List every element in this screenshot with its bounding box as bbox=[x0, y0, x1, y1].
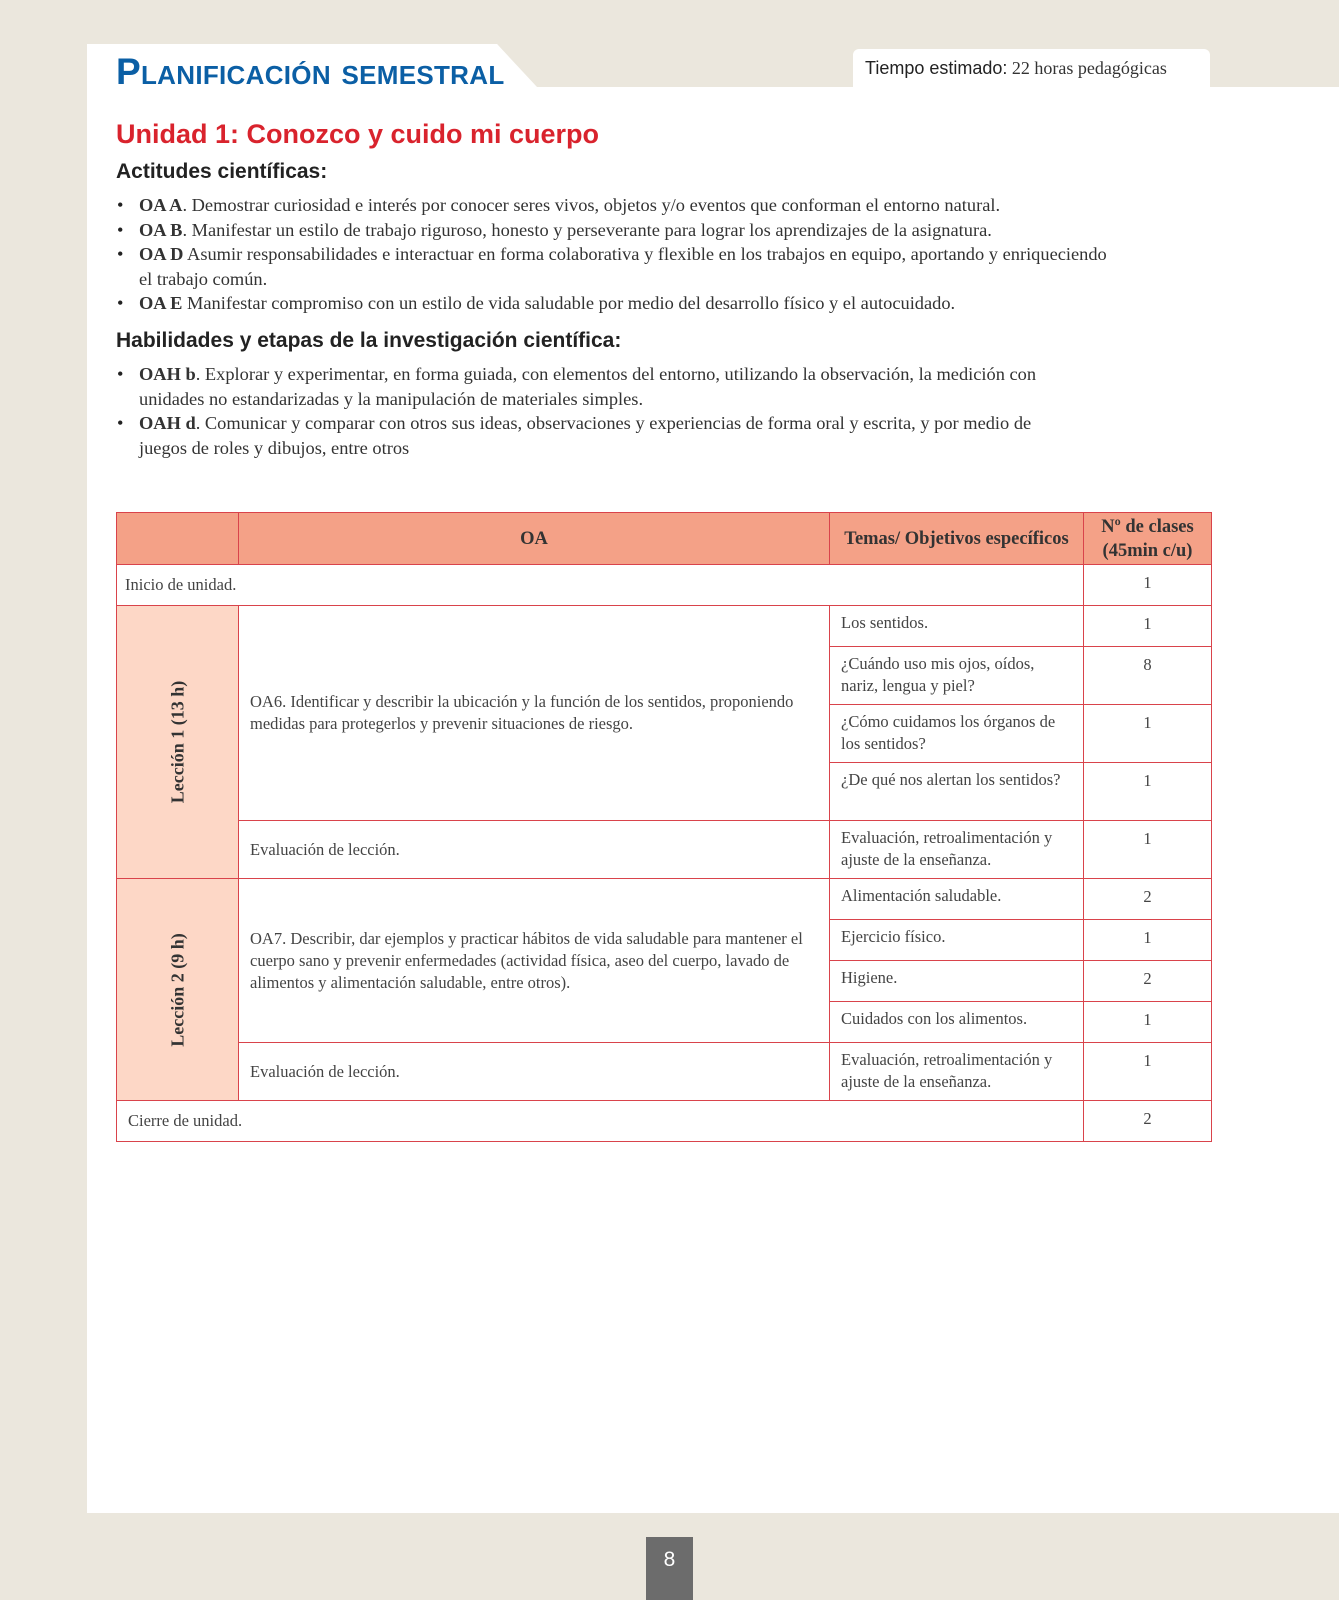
classes-count: 1 bbox=[1084, 920, 1212, 961]
attitudes-list bbox=[116, 193, 1116, 316]
item-text: Asumir responsabilidades e interactuar en forma colaborativa y flexible en los trabajos en equipo, aportando y enriqueciendo el trabajo común. bbox=[139, 244, 1107, 289]
list-item bbox=[116, 291, 1116, 316]
table-row bbox=[117, 1043, 1212, 1101]
item-code: OA D bbox=[139, 244, 184, 264]
item-text: Manifestar compromiso con un estilo de vida saludable por medio del desarrollo físico y el autocuidado. bbox=[182, 293, 956, 313]
classes-count: 1 bbox=[1084, 606, 1212, 647]
item-text: . Demostrar curiosidad e interés por conocer seres vivos, objetos y/o eventos que conforman el entorno natural. bbox=[182, 195, 1001, 215]
list-item bbox=[116, 218, 1116, 243]
lesson-1-label-cell bbox=[117, 606, 239, 879]
item-text: . Manifestar un estilo de trabajo riguroso, honesto y perseverante para lograr los aprendizajes de la asignatura. bbox=[182, 219, 992, 240]
lesson-2-oa: OA7. Describir, dar ejemplos y practicar hábitos de vida saludable para mantener el cuerpo sano y prevenir enfermedades (actividad física, aseo del cuerpo, lavado de alimentos y alimentación saludable, entre otros). bbox=[239, 879, 830, 1043]
classes-count: 2 bbox=[1084, 961, 1212, 1002]
item-code: OAH d bbox=[139, 413, 196, 433]
classes-count: 2 bbox=[1084, 879, 1212, 920]
planning-table bbox=[116, 512, 1212, 1142]
page-title: Planificación semestral bbox=[116, 51, 505, 92]
topic-cell: ¿Cuándo uso mis ojos, oídos, nariz, lengua y piel? bbox=[830, 647, 1084, 705]
lesson-2-eval-label: Evaluación de lección. bbox=[239, 1043, 830, 1101]
header-classes: Nº de clases (45min c/u) bbox=[1084, 513, 1212, 565]
item-code: OA E bbox=[139, 293, 183, 313]
classes-count: 1 bbox=[1084, 565, 1212, 606]
list-item bbox=[116, 411, 1056, 460]
lesson-2-label: Lección 2 (9 h) bbox=[167, 932, 187, 1047]
header-oa: OA bbox=[239, 513, 830, 565]
classes-count: 1 bbox=[1084, 1043, 1212, 1101]
lesson-2-label-cell bbox=[117, 879, 239, 1101]
table-row bbox=[117, 565, 1212, 606]
skills-list bbox=[116, 362, 1056, 460]
lesson-1-label: Lección 1 (13 h) bbox=[167, 680, 187, 804]
item-code: OAH b bbox=[139, 364, 196, 384]
unit-end-label: Cierre de unidad. bbox=[117, 1101, 1084, 1142]
classes-count: 1 bbox=[1084, 1002, 1212, 1043]
topic-cell: Higiene. bbox=[830, 961, 1084, 1002]
item-code: OA B bbox=[139, 219, 183, 240]
classes-count: 1 bbox=[1084, 821, 1212, 879]
estimated-time-label: Tiempo estimado: bbox=[865, 58, 1008, 78]
topic-cell: ¿De qué nos alertan los sentidos? bbox=[830, 763, 1084, 821]
list-item bbox=[116, 193, 1116, 218]
topic-cell: Evaluación, retroalimentación y ajuste de la enseñanza. bbox=[830, 821, 1084, 879]
table-row bbox=[117, 1101, 1212, 1142]
topic-cell: Cuidados con los alimentos. bbox=[830, 1002, 1084, 1043]
topic-cell: Evaluación, retroalimentación y ajuste de la enseñanza. bbox=[830, 1043, 1084, 1101]
list-item bbox=[116, 242, 1116, 291]
classes-count: 8 bbox=[1084, 647, 1212, 705]
item-text: . Explorar y experimentar, en forma guiada, con elementos del entorno, utilizando la observación, la medición con unidades no estandarizadas y la manipulación de materiales simples. bbox=[139, 364, 1037, 409]
table-header-row bbox=[117, 513, 1212, 565]
item-code: OA A bbox=[139, 195, 183, 215]
item-text: . Comunicar y comparar con otros sus ideas, observaciones y experiencias de forma oral y escrita, y por medio de juegos de roles y dibujos, entre otros bbox=[139, 413, 1032, 458]
lesson-1-eval-label: Evaluación de lección. bbox=[239, 821, 830, 879]
topic-cell: Alimentación saludable. bbox=[830, 879, 1084, 920]
skills-heading: Habilidades y etapas de la investigación científica: bbox=[116, 329, 622, 352]
attitudes-heading: Actitudes científicas: bbox=[116, 160, 328, 183]
classes-count: 1 bbox=[1084, 705, 1212, 763]
classes-count: 2 bbox=[1084, 1101, 1212, 1142]
lesson-1-oa: OA6. Identificar y describir la ubicación y la función de los sentidos, proponiendo medidas para protegerlos y prevenir situaciones de riesgo. bbox=[239, 606, 830, 821]
topic-cell: ¿Cómo cuidamos los órganos de los sentidos? bbox=[830, 705, 1084, 763]
header-topics: Temas/ Objetivos específicos bbox=[830, 513, 1084, 565]
table-row bbox=[117, 821, 1212, 879]
list-item bbox=[116, 362, 1056, 411]
estimated-time-value: 22 horas pedagógicas bbox=[1011, 58, 1167, 78]
table-row bbox=[117, 606, 1212, 647]
topic-cell: Ejercicio físico. bbox=[830, 920, 1084, 961]
estimated-time-box bbox=[853, 49, 1210, 87]
topic-cell: Los sentidos. bbox=[830, 606, 1084, 647]
unit-start-label: Inicio de unidad. bbox=[117, 565, 1084, 606]
classes-count: 1 bbox=[1084, 763, 1212, 821]
header-empty-cell bbox=[117, 513, 239, 565]
page-number: 8 bbox=[646, 1537, 693, 1600]
unit-title: Unidad 1: Conozco y cuido mi cuerpo bbox=[116, 119, 600, 149]
table-row bbox=[117, 879, 1212, 920]
